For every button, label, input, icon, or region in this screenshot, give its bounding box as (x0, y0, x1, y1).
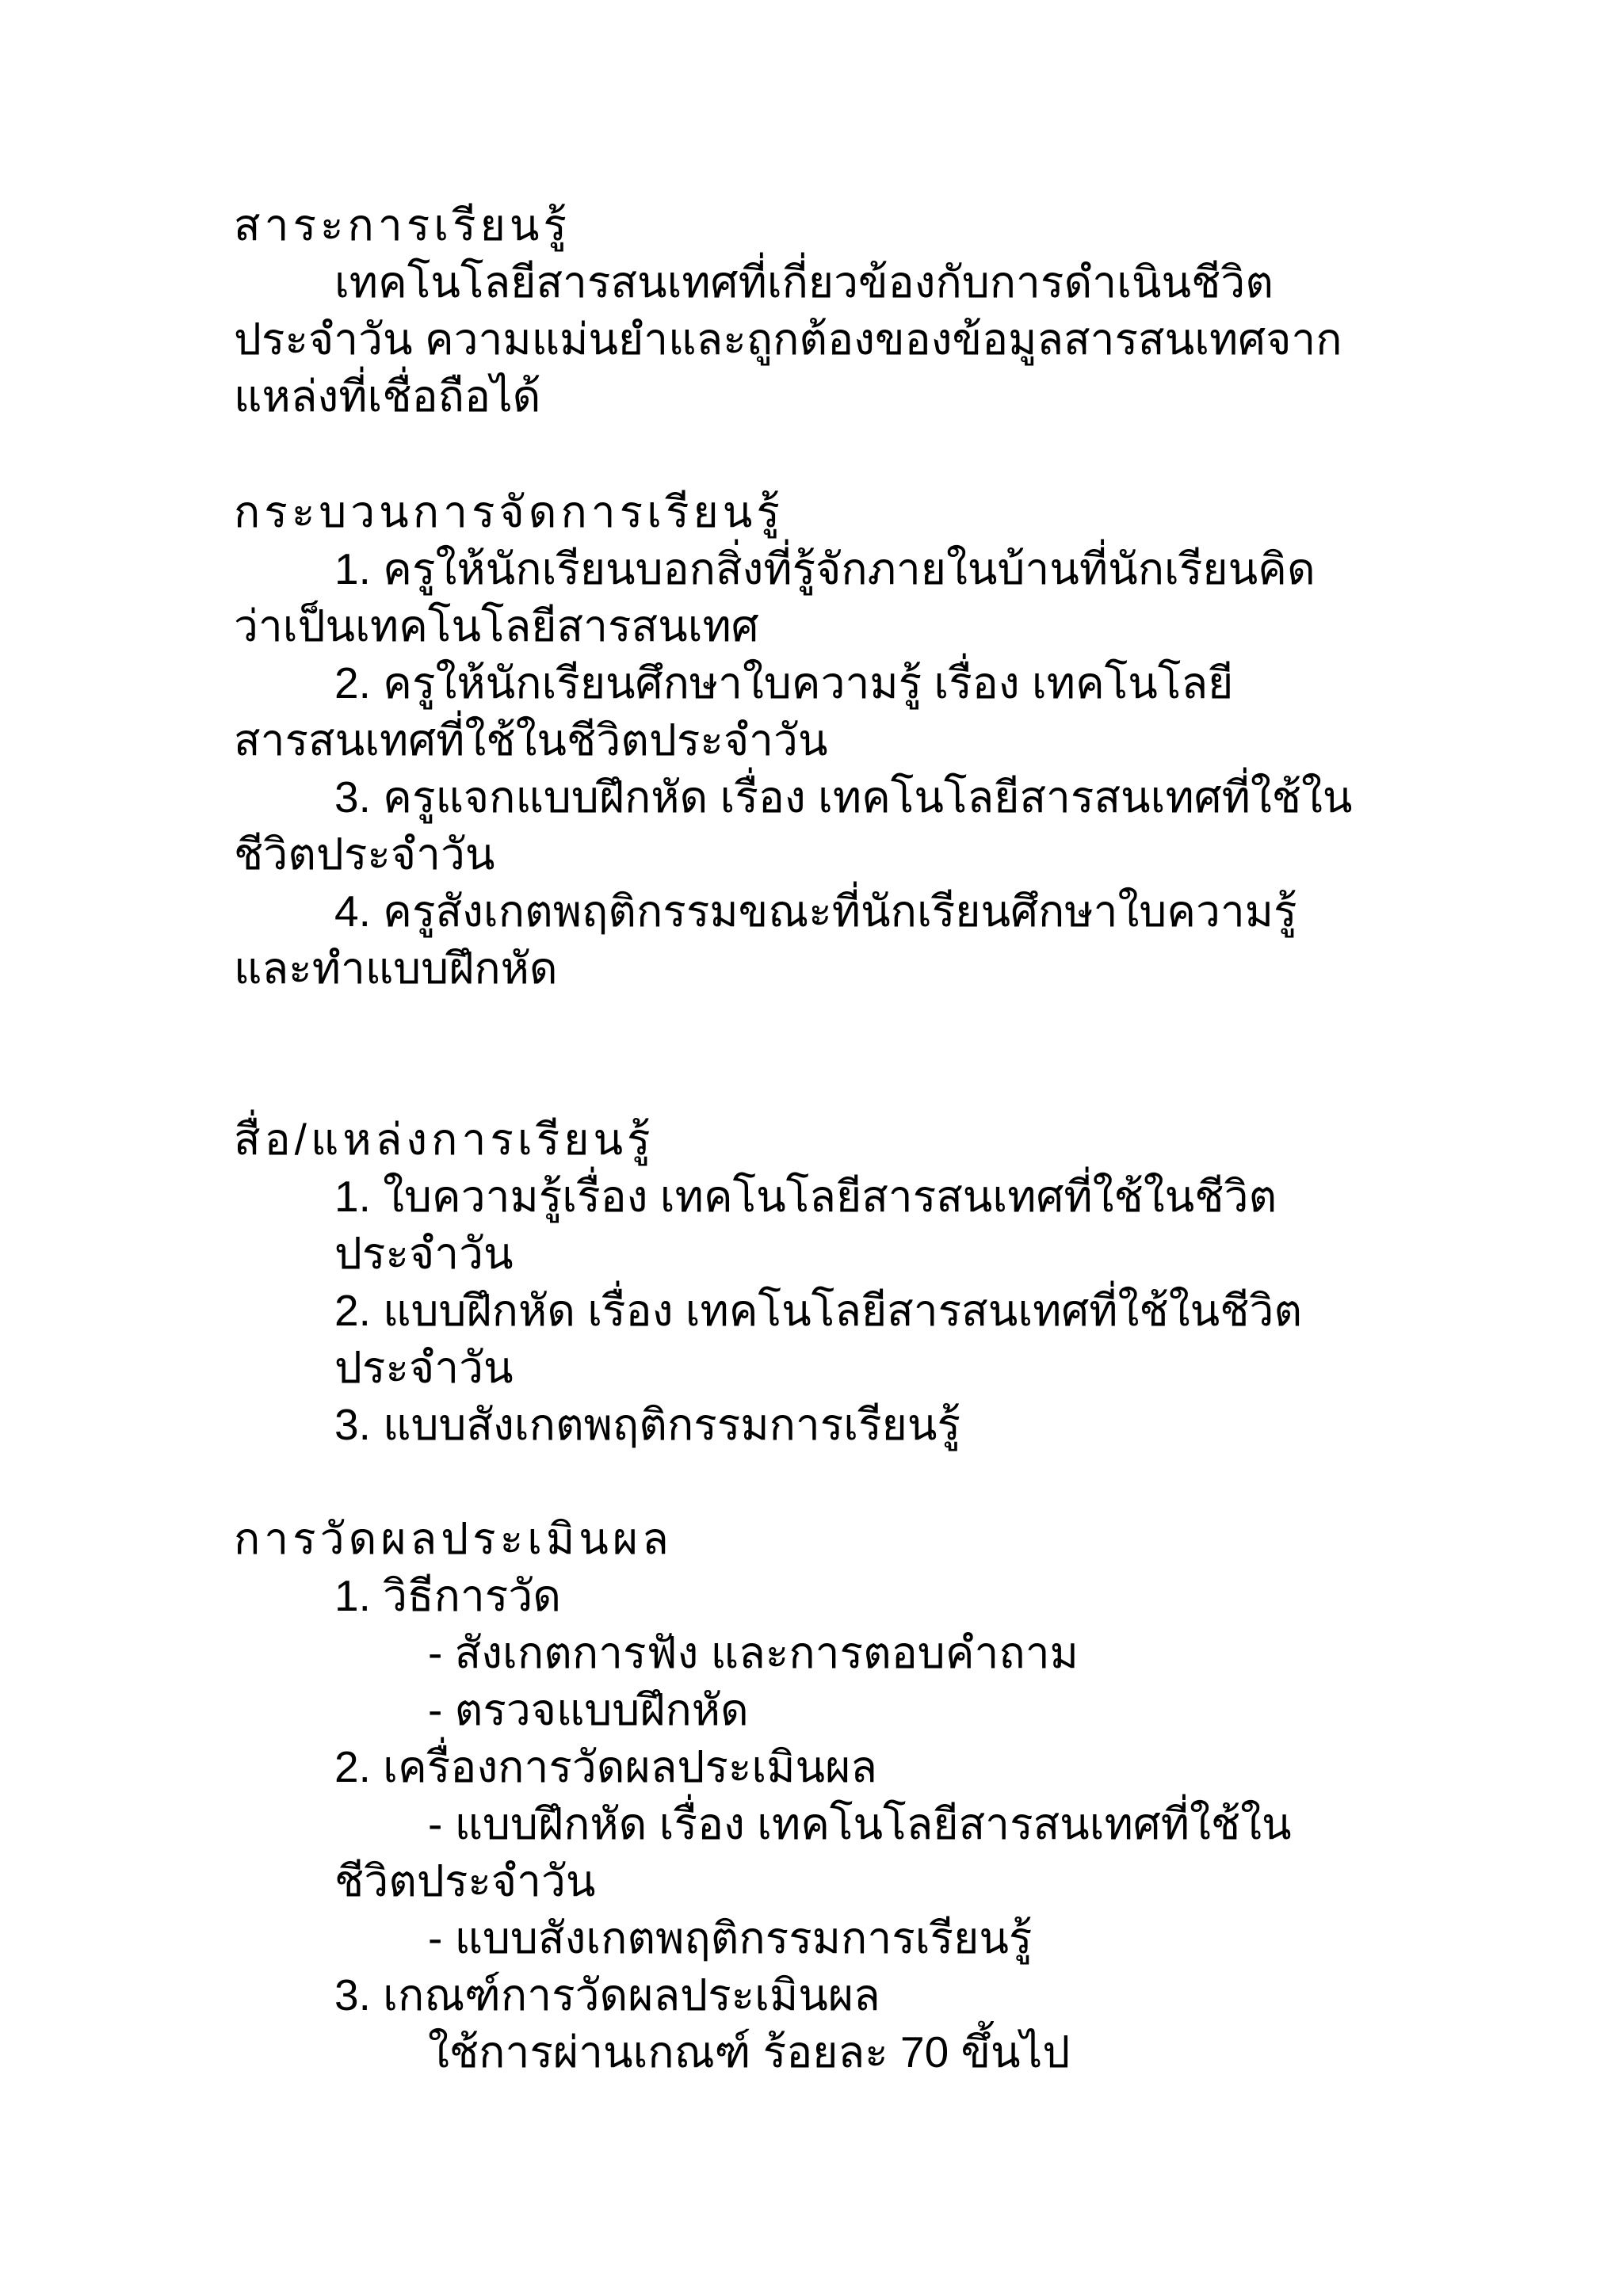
evaluation-line: - สังเกตการฟัง และการตอบคำถาม (428, 1628, 1079, 1677)
process-line: และทำแบบฝึกหัด (234, 944, 558, 993)
content-line: เทคโนโลยีสารสนเทศที่เกี่ยวข้องกับการดำเนินชีวิต (334, 257, 1274, 307)
evaluation-line: 1. วิธีการวัด (334, 1571, 561, 1620)
content-heading: สาระการเรียนรู้ (234, 200, 571, 250)
process-heading: กระบวนการจัดการเรียนรู้ (234, 487, 784, 536)
process-line: ชีวิตประจำวัน (234, 830, 495, 879)
media-line: 3. แบบสังเกตพฤติกรรมการเรียนรู้ (334, 1400, 961, 1449)
media-heading: สื่อ/แหล่งการเรียนรู้ (234, 1115, 655, 1164)
evaluation-line: ชีวิตประจำวัน (334, 1856, 596, 1905)
evaluation-line: ใช้การผ่านเกณฑ์ ร้อยละ 70 ขึ้นไป (428, 2027, 1071, 2077)
media-line: ประจำวัน (334, 1343, 514, 1392)
media-line: 1. ใบความรู้เรื่อง เทคโนโลยีสารสนเทศที่ใช้ในชีวิต (334, 1172, 1277, 1221)
process-line: 4. ครูสังเกตพฤติกรรมขณะที่นักเรียนศึกษาใบความรู้ (334, 887, 1297, 936)
process-line: ว่าเป็นเทคโนโลยีสารสนเทศ (234, 601, 759, 650)
process-line: สารสนเทศที่ใช้ในชีวิตประจำวัน (234, 715, 828, 765)
process-line: 1. ครูให้นักเรียนบอกสิ่งที่รู้จักภายในบ้านที่นักเรียนคิด (334, 544, 1316, 593)
evaluation-line: - แบบสังเกตพฤติกรรมการเรียนรู้ (428, 1913, 1033, 1962)
process-line: 2. ครูให้นักเรียนศึกษาใบความรู้ เรื่อง เทคโนโลยี (334, 658, 1234, 707)
media-line: ประจำวัน (334, 1229, 514, 1278)
evaluation-line: 3. เกณฑ์การวัดผลประเมินผล (334, 1970, 880, 2019)
content-line: ประจำวัน ความแม่นยำและถูกต้องของข้อมูลสารสนเทศจาก (234, 315, 1342, 364)
evaluation-line: - ตรวจแบบฝึกหัด (428, 1685, 749, 1734)
process-line: 3. ครูแจกแบบฝึกหัด เรื่อง เทคโนโลยีสารสนเทศที่ใช้ใน (334, 772, 1353, 822)
evaluation-heading: การวัดผลประเมินผล (234, 1514, 673, 1563)
media-line: 2. แบบฝึกหัด เรื่อง เทคโนโลยีสารสนเทศที่ใช้ในชีวิต (334, 1286, 1303, 1335)
evaluation-line: 2. เครื่องการวัดผลประเมินผล (334, 1742, 878, 1791)
content-line: แหล่งที่เชื่อถือได้ (234, 372, 541, 421)
evaluation-line: - แบบฝึกหัด เรื่อง เทคโนโลยีสารสนเทศที่ใช้ใน (428, 1799, 1292, 1848)
